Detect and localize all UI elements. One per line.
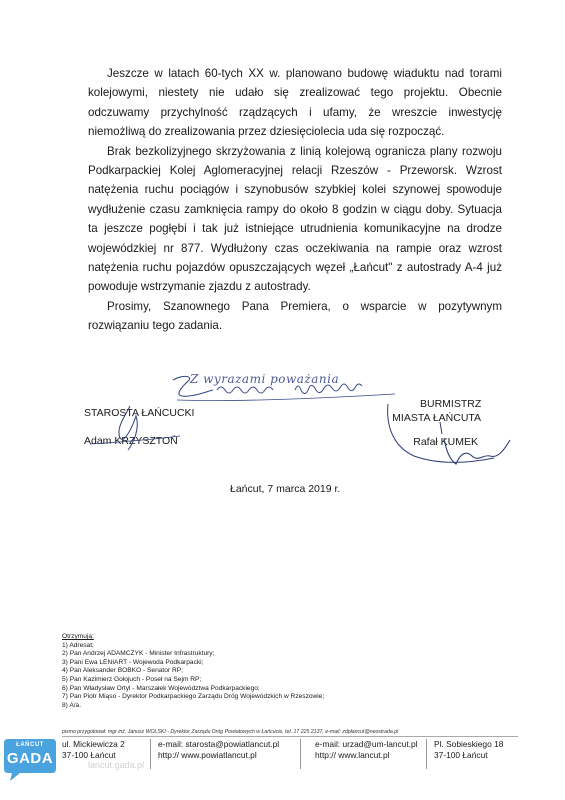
- recipient-item: 3) Pani Ewa LENIART - Wojewoda Podkarpacki;: [62, 658, 204, 666]
- lancut-gada-logo: [0, 735, 60, 785]
- paragraph-3: Prosimy, Szanownego Pana Premiera, o wsparcie w pozytywnym rozwiązaniu tego zadania.: [88, 299, 502, 333]
- burmistrz-title-2: MIASTA ŁAŃCUTA: [392, 412, 482, 424]
- recipient-item: 8) A/a.: [62, 701, 82, 709]
- starosta-title: STAROSTA ŁAŃCUCKI: [84, 407, 195, 419]
- starosta-signature-scribble: [80, 398, 190, 458]
- paragraph-2: Brak bezkolizyjnego skrzyżowania z linią kolejową ogranicza plany rozwoju Podkarpackiej Kolej Aglomeracyjnej relacji Rzeszów - Przeworsk. Wzrost natężenia ruchu pociągów i szynobusów szybkiej kolei szynowej spowoduje wydłużenie czasu zamknięcia rampy do około 8 godzin w ciągu doby. Sytuacja ta jeszcze pogłębi i tak już istniejące utrudnienia komunikacyjne na drodze wojewódzkiej nr 877. Wydłużony czas oczekiwania na rampie oraz wzrost natężenia ruchu pojazdów opuszczających węzeł „Łańcut" z autostrady A-4 już powoduje wstrzymanie zjazdu z autostrady.: [88, 144, 502, 294]
- letter-body: [88, 64, 502, 336]
- recipient-item: 4) Pan Aleksander BOBKO - Senator RP;: [62, 667, 183, 675]
- recipient-item: 2) Pan Andrzej ADAMCZYK - Minister Infrastruktury;: [62, 650, 215, 658]
- recipients-list: [62, 633, 324, 710]
- closing-text: Z wyrazami poważania: [190, 372, 340, 386]
- burmistrz-name: Rafał KUMEK: [413, 436, 479, 448]
- starosta-name: Adam KRZYSZTOŃ: [84, 435, 178, 447]
- footer-divider: [62, 736, 518, 737]
- logo-main-text: GADA: [6, 750, 54, 767]
- logo-top-text: ŁAŃCUT: [16, 742, 44, 748]
- recipients-header: Otrzymują:: [62, 633, 94, 640]
- letter-date: Łańcut, 7 marca 2019 r.: [230, 483, 341, 495]
- recipient-item: 7) Pan Piotr Miąso - Dyrektor Podkarpackiego Zarządu Dróg Wojewódzkich w Rzeszowie;: [62, 693, 325, 701]
- burmistrz-signature-scribble: [384, 394, 520, 472]
- footer-address-starostwo: ul. Mickiewicza 2 37-100 Łańcut: [62, 739, 125, 760]
- footer-contact-starostwo: e-mail: starosta@powiatlancut.pl http:// www.powiatlancut.pl: [150, 739, 300, 769]
- footer-address-urzad: Pl. Sobieskiego 18 37-100 Łańcut: [426, 739, 518, 769]
- burmistrz-title: BURMISTRZ: [420, 398, 482, 410]
- paragraph-1: Jeszcze w latach 60-tych XX w. planowano budowę wiaduktu nad torami kolejowymi, niestety nie udało się zrealizować tego projektu. Obecnie odczuwamy przychylność rządzących i ufamy, że wreszcie inwestycję niemożliwą do zrealizowania przez dziesięciolecia uda się rozpocząć.: [88, 67, 502, 139]
- recipient-item: 5) Pan Kazimierz Gołojuch - Poseł na Sejm RP;: [62, 675, 202, 683]
- recipient-item: 1) Adresat;: [62, 641, 94, 649]
- watermark-text: lancut.gada.pl: [88, 760, 145, 770]
- recipient-item: 6) Pan Władysław Ortyl - Marszałek Województwa Podkarpackiego;: [62, 684, 260, 692]
- preparer-note: pismo przygotował: mgr inż. Janusz WOLSKI - Dyrektor Zarządu Dróg Powiatowych w Łańcucie, tel. 17 225 2137, e-mail: zdpłancut@neostrada.pl: [62, 729, 399, 735]
- footer-contact-urzad: e-mail: urzad@um-lancut.pl http:// www.lancut.pl: [300, 739, 426, 769]
